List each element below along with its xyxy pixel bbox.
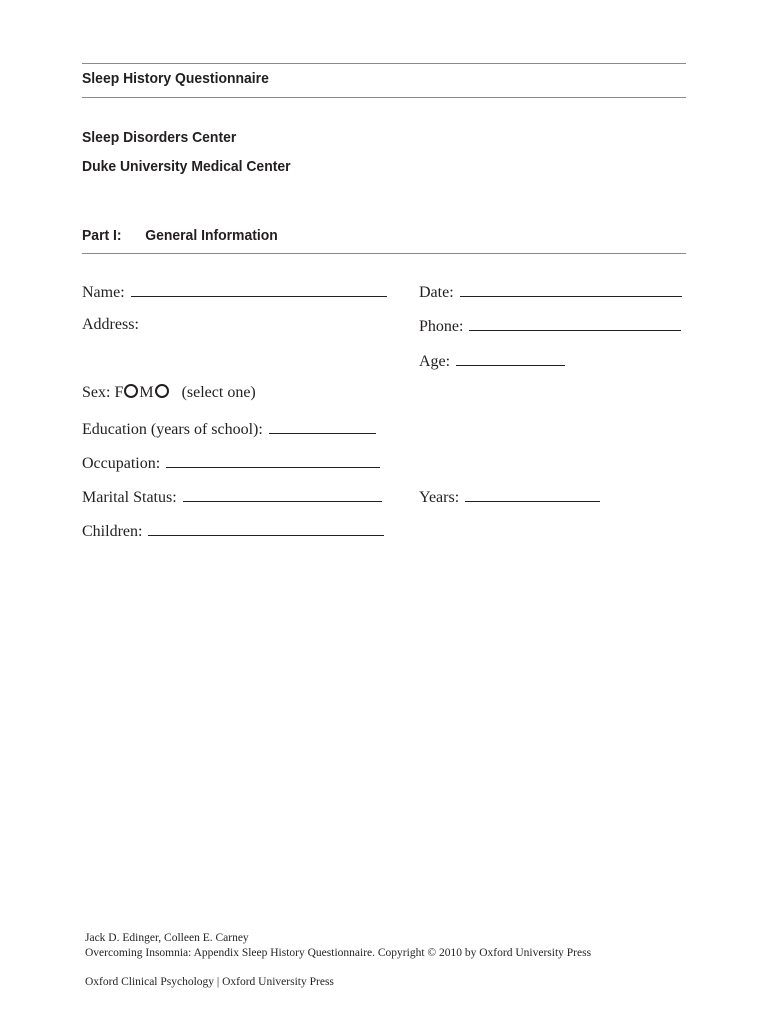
title-rule <box>82 97 686 98</box>
occupation-label: Occupation: <box>82 455 161 472</box>
sex-field <box>82 384 256 402</box>
age-field <box>419 351 565 371</box>
years-field <box>419 487 600 507</box>
section-heading <box>82 227 278 244</box>
footer-authors: Jack D. Edinger, Colleen E. Carney <box>85 932 249 944</box>
age-label: Age: <box>419 353 451 370</box>
years-label: Years: <box>419 489 460 506</box>
children-label: Children: <box>82 523 143 540</box>
center-name: Sleep Disorders Center <box>82 129 237 146</box>
children-field <box>82 521 384 541</box>
marital-status-input-line[interactable] <box>183 487 382 502</box>
sex-instruction: (select one) <box>181 384 256 401</box>
female-radio[interactable] <box>124 384 138 398</box>
children-input-line[interactable] <box>148 521 384 536</box>
section-title: General Information <box>145 227 278 244</box>
top-rule <box>82 63 686 64</box>
sex-label: Sex: F <box>82 384 124 401</box>
education-field <box>82 419 376 439</box>
date-label: Date: <box>419 284 454 301</box>
date-input-line[interactable] <box>460 282 682 297</box>
date-field <box>419 282 682 302</box>
male-label: M <box>139 384 154 401</box>
marital-status-label: Marital Status: <box>82 489 177 506</box>
occupation-field <box>82 453 380 473</box>
section-rule <box>82 253 686 254</box>
phone-field <box>419 316 681 336</box>
years-input-line[interactable] <box>465 487 600 502</box>
male-radio[interactable] <box>155 384 169 398</box>
education-label: Education (years of school): <box>82 421 263 438</box>
education-input-line[interactable] <box>269 419 376 434</box>
name-label: Name: <box>82 284 125 301</box>
document-title: Sleep History Questionnaire <box>82 70 269 87</box>
footer-citation: Overcoming Insomnia: Appendix Sleep History Questionnaire. Copyright © 2010 by Oxford University Press <box>85 947 592 959</box>
section-number: Part I: <box>82 227 122 244</box>
name-input-line[interactable] <box>131 282 387 297</box>
address-label: Address: <box>82 316 139 333</box>
phone-label: Phone: <box>419 318 464 335</box>
age-input-line[interactable] <box>456 351 565 366</box>
occupation-input-line[interactable] <box>166 453 380 468</box>
institution-name: Duke University Medical Center <box>82 158 291 175</box>
phone-input-line[interactable] <box>469 316 681 331</box>
name-field <box>82 282 387 302</box>
marital-status-field <box>82 487 382 507</box>
footer-series: Oxford Clinical Psychology | Oxford University Press <box>85 976 334 988</box>
